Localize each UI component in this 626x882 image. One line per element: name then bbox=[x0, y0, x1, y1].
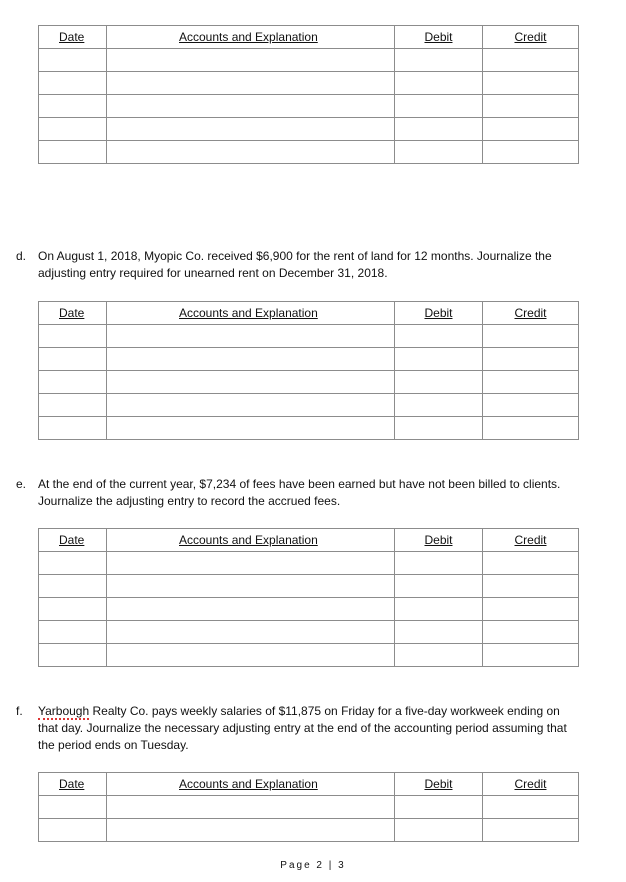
table-row bbox=[39, 118, 579, 141]
debit-cell[interactable] bbox=[395, 118, 483, 141]
accounts-header: Accounts and Explanation bbox=[107, 529, 395, 552]
credit-cell[interactable] bbox=[483, 621, 579, 644]
table-row bbox=[39, 552, 579, 575]
date-header: Date bbox=[39, 26, 107, 49]
table-row bbox=[39, 598, 579, 621]
date-cell[interactable] bbox=[39, 552, 107, 575]
table-row bbox=[39, 141, 579, 164]
question-letter: d. bbox=[16, 249, 27, 263]
question-text-rest: Realty Co. pays weekly salaries of $11,875 on Friday for a five-day workweek ending on that day. Journalize the necessary adjusting entry at the end of the accounting period assuming that the period ends on Tuesday. bbox=[38, 704, 567, 752]
table-row bbox=[39, 796, 579, 819]
table-header-row bbox=[39, 773, 579, 796]
debit-cell[interactable] bbox=[395, 796, 483, 819]
date-cell[interactable] bbox=[39, 575, 107, 598]
credit-cell[interactable] bbox=[483, 49, 579, 72]
accounts-cell[interactable] bbox=[107, 417, 395, 440]
accounts-cell[interactable] bbox=[107, 621, 395, 644]
accounts-cell[interactable] bbox=[107, 348, 395, 371]
credit-cell[interactable] bbox=[483, 796, 579, 819]
credit-cell[interactable] bbox=[483, 394, 579, 417]
debit-cell[interactable] bbox=[395, 49, 483, 72]
accounts-cell[interactable] bbox=[107, 552, 395, 575]
table-row bbox=[39, 95, 579, 118]
date-cell[interactable] bbox=[39, 49, 107, 72]
accounts-cell[interactable] bbox=[107, 72, 395, 95]
accounts-header: Accounts and Explanation bbox=[107, 302, 395, 325]
date-cell[interactable] bbox=[39, 325, 107, 348]
debit-cell[interactable] bbox=[395, 598, 483, 621]
credit-cell[interactable] bbox=[483, 72, 579, 95]
debit-cell[interactable] bbox=[395, 95, 483, 118]
date-cell[interactable] bbox=[39, 348, 107, 371]
debit-cell[interactable] bbox=[395, 72, 483, 95]
table-row bbox=[39, 325, 579, 348]
question-letter: e. bbox=[16, 477, 27, 491]
question-letter: f. bbox=[16, 704, 23, 718]
table-header-row bbox=[39, 26, 579, 49]
date-header: Date bbox=[39, 302, 107, 325]
accounts-cell[interactable] bbox=[107, 371, 395, 394]
date-cell[interactable] bbox=[39, 118, 107, 141]
date-cell[interactable] bbox=[39, 394, 107, 417]
debit-cell[interactable] bbox=[395, 819, 483, 842]
date-header: Date bbox=[39, 773, 107, 796]
question-text bbox=[38, 703, 576, 754]
credit-cell[interactable] bbox=[483, 95, 579, 118]
debit-cell[interactable] bbox=[395, 575, 483, 598]
debit-cell[interactable] bbox=[395, 325, 483, 348]
accounts-cell[interactable] bbox=[107, 796, 395, 819]
journal-table-f bbox=[38, 772, 579, 842]
accounts-cell[interactable] bbox=[107, 325, 395, 348]
credit-cell[interactable] bbox=[483, 118, 579, 141]
table-row bbox=[39, 417, 579, 440]
date-cell[interactable] bbox=[39, 621, 107, 644]
credit-cell[interactable] bbox=[483, 598, 579, 621]
table-row bbox=[39, 575, 579, 598]
table-header-row bbox=[39, 529, 579, 552]
date-header: Date bbox=[39, 529, 107, 552]
debit-header: Debit bbox=[395, 773, 483, 796]
credit-header: Credit bbox=[483, 26, 579, 49]
credit-header: Credit bbox=[483, 302, 579, 325]
date-cell[interactable] bbox=[39, 796, 107, 819]
table-header-row bbox=[39, 302, 579, 325]
credit-header: Credit bbox=[483, 529, 579, 552]
credit-cell[interactable] bbox=[483, 371, 579, 394]
date-cell[interactable] bbox=[39, 819, 107, 842]
page-number: Page 2 | 3 bbox=[280, 860, 346, 871]
accounts-cell[interactable] bbox=[107, 118, 395, 141]
question-text: At the end of the current year, $7,234 of fees have been earned but have not been billed to clients. Journalize the adjusting entry to record the accrued fees. bbox=[38, 477, 561, 508]
date-cell[interactable] bbox=[39, 95, 107, 118]
question-f bbox=[16, 703, 576, 754]
debit-cell[interactable] bbox=[395, 552, 483, 575]
accounts-cell[interactable] bbox=[107, 394, 395, 417]
accounts-cell[interactable] bbox=[107, 141, 395, 164]
credit-cell[interactable] bbox=[483, 819, 579, 842]
spellcheck-word: Yarbough bbox=[38, 704, 90, 718]
accounts-cell[interactable] bbox=[107, 49, 395, 72]
credit-cell[interactable] bbox=[483, 141, 579, 164]
date-cell[interactable] bbox=[39, 644, 107, 667]
debit-cell[interactable] bbox=[395, 348, 483, 371]
debit-cell[interactable] bbox=[395, 417, 483, 440]
question-text: On August 1, 2018, Myopic Co. received $6,900 for the rent of land for 12 months. Journalize the adjusting entry required for unearned rent on December 31, 2018. bbox=[38, 249, 552, 280]
date-cell[interactable] bbox=[39, 141, 107, 164]
credit-cell[interactable] bbox=[483, 348, 579, 371]
accounts-cell[interactable] bbox=[107, 644, 395, 667]
credit-cell[interactable] bbox=[483, 325, 579, 348]
accounts-cell[interactable] bbox=[107, 598, 395, 621]
debit-cell[interactable] bbox=[395, 644, 483, 667]
journal-table-c bbox=[38, 25, 579, 164]
credit-cell[interactable] bbox=[483, 417, 579, 440]
credit-cell[interactable] bbox=[483, 644, 579, 667]
debit-cell[interactable] bbox=[395, 394, 483, 417]
debit-header: Debit bbox=[395, 302, 483, 325]
debit-header: Debit bbox=[395, 26, 483, 49]
table-row bbox=[39, 819, 579, 842]
question-e bbox=[16, 476, 576, 510]
table-row bbox=[39, 621, 579, 644]
date-cell[interactable] bbox=[39, 598, 107, 621]
debit-cell[interactable] bbox=[395, 141, 483, 164]
debit-cell[interactable] bbox=[395, 371, 483, 394]
accounts-header: Accounts and Explanation bbox=[107, 26, 395, 49]
date-cell[interactable] bbox=[39, 371, 107, 394]
table-row bbox=[39, 49, 579, 72]
credit-cell[interactable] bbox=[483, 575, 579, 598]
accounts-cell[interactable] bbox=[107, 95, 395, 118]
accounts-cell[interactable] bbox=[107, 575, 395, 598]
journal-table-e bbox=[38, 528, 579, 667]
accounts-cell[interactable] bbox=[107, 819, 395, 842]
credit-header: Credit bbox=[483, 773, 579, 796]
date-cell[interactable] bbox=[39, 417, 107, 440]
credit-cell[interactable] bbox=[483, 552, 579, 575]
accounts-header: Accounts and Explanation bbox=[107, 773, 395, 796]
table-row bbox=[39, 72, 579, 95]
table-row bbox=[39, 348, 579, 371]
table-row bbox=[39, 644, 579, 667]
date-cell[interactable] bbox=[39, 72, 107, 95]
table-row bbox=[39, 371, 579, 394]
journal-table-d bbox=[38, 301, 579, 440]
debit-cell[interactable] bbox=[395, 621, 483, 644]
table-row bbox=[39, 394, 579, 417]
question-d bbox=[16, 248, 576, 282]
debit-header: Debit bbox=[395, 529, 483, 552]
